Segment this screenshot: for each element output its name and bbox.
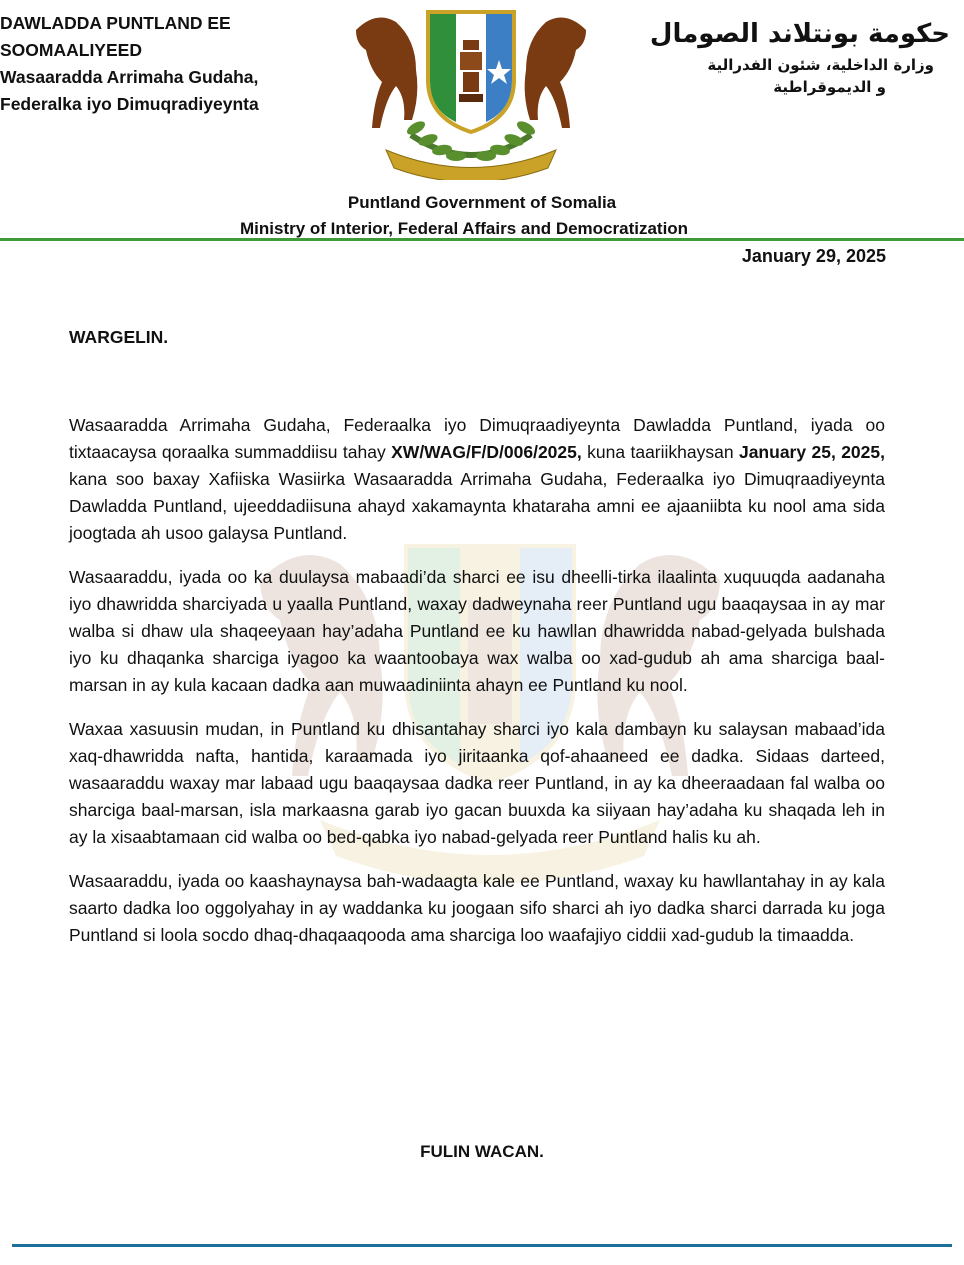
paragraph-text: kuna taariikhaysan (581, 442, 739, 462)
reference-number: XW/WAG/F/D/006/2025, (391, 442, 582, 462)
paragraph-text: kana soo baxay Xafiiska Wasiirka Wasaaradda Arrimaha Gudaha, Federaalka iyo Dimuqraadiyeynta Dawladda Puntland, ujeeddadiisuna ahayd xakamaynta khataraha amni ee ajaaniibta ku nool ama sida joogtada ah usoo galaysa Puntland. (69, 469, 885, 543)
document-date: January 29, 2025 (741, 246, 886, 266)
closing-line: FULIN WACAN. (420, 1142, 544, 1161)
paragraph-4: Wasaaraddu, iyada oo kaashaynaysa bah-wadaagta kale ee Puntland, waxay ku hawllantahay in ay kala saarto dadka loo oggolyahay in ay waddanka ku joogaan sifo sharci ah iyo dadka sharci darrada ku joga Puntland si loola socdo dhaq-dhaqaaqooda ama sharciga loo waafajiyo ciddii xad-gudub la timaadda. (69, 871, 885, 945)
ministry-name: Ministry of Interior, Federal Affairs and Democratization (240, 219, 689, 238)
paragraph-2: Wasaaraddu, iyada oo ka duulaysa mabaadi’da sharci ee isu dheelli-tirka ilaalinta xuquuqda aadanaha iyo dhawridda sharciyada u yaalla Puntland, waxay dadweynaha reer Puntland ugu baaqaysaa in ay mar walba si dhaw ula shaqeeyaan hay’adaha Puntland ee ku hawllan dhawridda nabad-gelyada bulshada iyo ku dhaqanka sharciga iyagoo ka waantoobaya wax walba oo xad-gudub ah ama sharciga baal-marsan in ay kula kacaan dadka aan muwaadiniinta ahayn ee Puntland ku nool. (69, 567, 885, 695)
header-divider (0, 238, 964, 241)
footer-divider (12, 1244, 952, 1247)
document-title: WARGELIN. (69, 327, 169, 347)
header-somali-line: Wasaaradda Arrimaha Gudaha, (0, 67, 259, 87)
paragraph-3: Waxaa xasuusin mudan, in Puntland ku dhisantahay sharci iyo kala dambayn ku salaysan mabaad’ida xaq-dhawridda nafta, hantida, karaamada iyo jiritaanka qof-ahaaneed ee dadka. Sidaas darteed, wasaaraddu waxay mar labaad ugu baaqaysaa dadka reer Puntland, in ay ka dheeraadaan fal walba oo sharciga baal-marsan, isla markaasna garab iyo gacan buuxda ka siiyaan hay’adaha ku shaqada leh in ay la xisaabtamaan cid walba oo bed-qabka iyo nabad-gelyada reer Puntland halis ku ah. (69, 719, 885, 847)
header-somali-line: Federalka iyo Dimuqradiyeynta (0, 94, 259, 114)
document-body (69, 412, 885, 966)
header-arabic-subtitle: وزارة الداخلية، شئون الفدرالية (707, 56, 934, 74)
header-arabic-title: حكومة بونتلاند الصومال (649, 19, 950, 49)
puntland-coat-of-arms-icon (316, 0, 626, 180)
header-somali-block (0, 10, 259, 118)
government-name: Puntland Government of Somalia (347, 193, 617, 212)
paragraph-text: Wasaaradda Arrimaha Gudaha, Federaalka iyo Dimuqraadiyeynta Dawladda Puntland, iyada oo tixtaacaysa qoraalka summaddiisu tahay (69, 415, 885, 462)
header-somali-line: DAWLADDA PUNTLAND EE (0, 13, 231, 33)
header-arabic-block (650, 14, 950, 98)
paragraph-1 (69, 412, 885, 547)
reference-date: January 25, 2025, (738, 442, 885, 462)
header-arabic-subtitle: و الديموقراطية (773, 78, 886, 96)
header-somali-line: SOOMAALIYEED (0, 40, 142, 60)
